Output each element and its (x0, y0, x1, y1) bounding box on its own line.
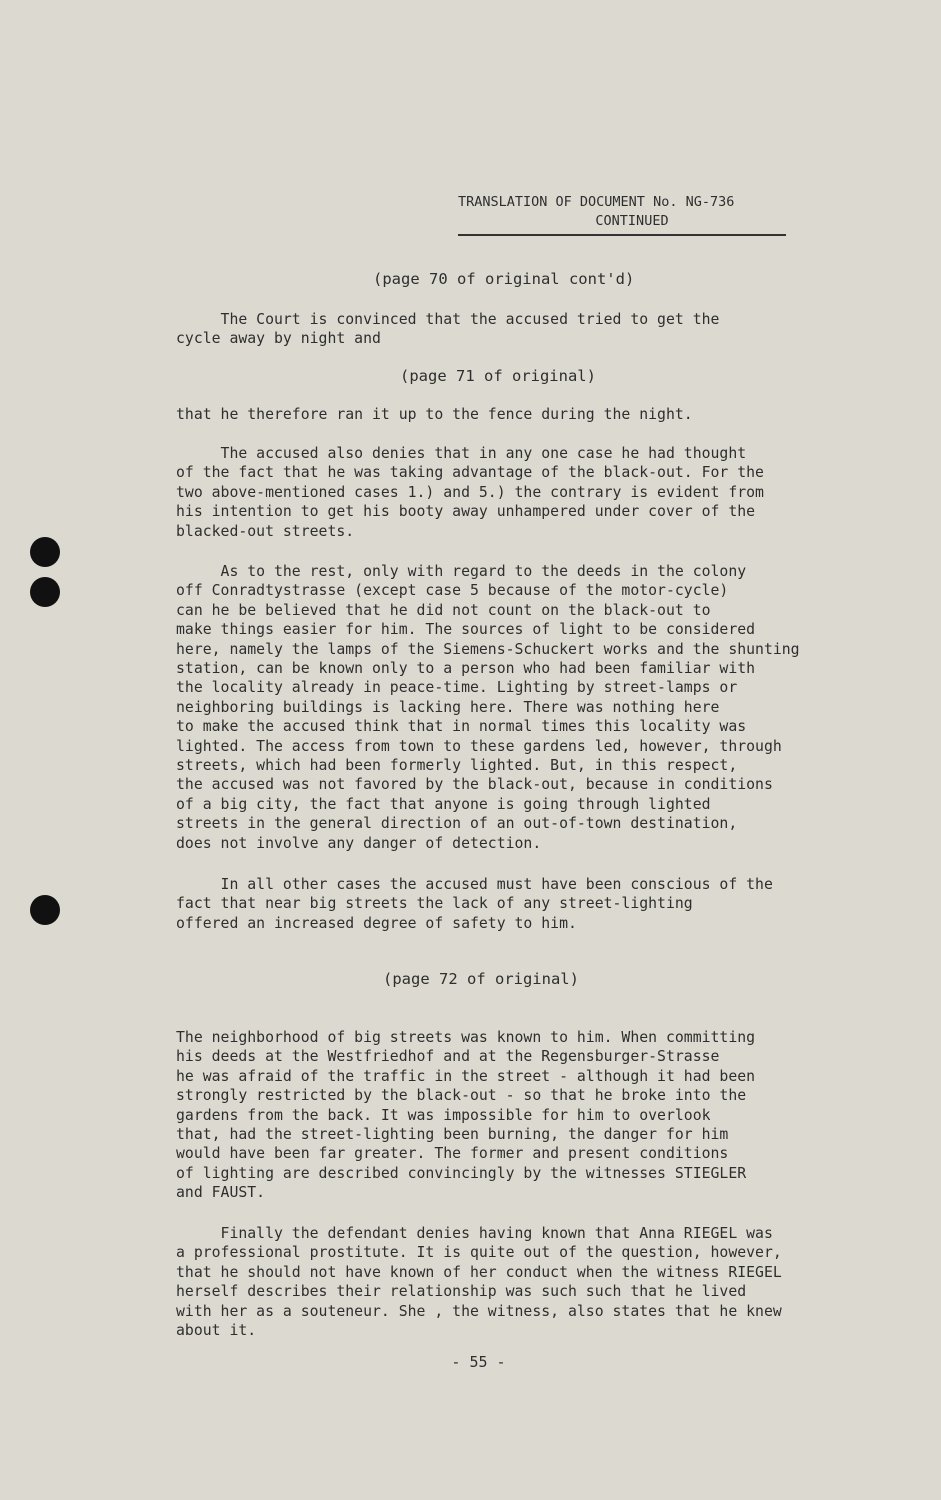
punch-hole-middle (30, 577, 60, 607)
punch-hole-bottom (30, 895, 60, 925)
page-note-72: (page 72 of original) (383, 970, 579, 988)
paragraph-riegel-relationship: Finally the defendant denies having known that Anna RIEGEL was a professional prostitute. It is quite out of the question, however, that he should not have known of her conduct when the witness RIEGEL herself describes their relationship was such such that he lived with her as a souteneur. She , the witness, also states that he knew about it. (176, 1225, 782, 1340)
header-title: TRANSLATION OF DOCUMENT No. NG-736 (458, 194, 735, 210)
paragraph-colony-conradtystrasse: As to the rest, only with regard to the deeds in the colony off Conradtystrasse (except case 5 because of the motor-cycle) can he be believed that he did not count on the black-out to make things easier for him. The sources of light to be considered here, namely the lamps of the Siemens-Schuckert works and the shunting station, can be known only to a person who had been familiar with the locality already in peace-time. Lighting by street-lamps or neighboring buildings is lacking here. There was nothing here to make the accused think that in normal times this locality was lighted. The access from town to these gardens led, however, through streets, which had been formerly lighted. But, in this respect, the accused was not favored by the black-out, because in conditions of a big city, the fact that anyone is going through lighted streets in the general direction of an out-of-town destination, does not involve any danger of detection. (176, 563, 800, 852)
page-note-71: (page 71 of original) (400, 367, 596, 385)
paragraph-fence: that he therefore ran it up to the fence during the night. (176, 406, 693, 423)
page-number: - 55 - (451, 1353, 506, 1371)
paragraph-black-out-denial: The accused also denies that in any one case he had thought of the fact that he was taking advantage of the black-out. For the two above-mentioned cases 1.) and 5.) the contrary is evident from his intention to get his booty away unhampered under cover of the blacked-out streets. (176, 445, 764, 540)
document-header (458, 193, 786, 236)
punch-hole-top (30, 537, 60, 567)
header-underline (458, 234, 786, 236)
header-subtitle: CONTINUED (595, 213, 669, 229)
paragraph-other-cases: In all other cases the accused must have been conscious of the fact that near big streets the lack of any street-lighting offered an increased degree of safety to him. (176, 876, 773, 932)
page-note-70: (page 70 of original cont'd) (373, 270, 635, 288)
paragraph-neighborhood: The neighborhood of big streets was known to him. When committing his deeds at the Westfriedhof and at the Regensburger-Strasse he was afraid of the traffic in the street - although it had been strongly restricted by the black-out - so that he broke into the gardens from the back. It was impossible for him to overlook that, had the street-lighting been burning, the danger for him would have been far greater. The former and present conditions of lighting are described convincingly by the witnesses STIEGLER and FAUST. (176, 1029, 756, 1202)
paragraph-court-convinced: The Court is convinced that the accused tried to get the cycle away by night and (176, 311, 720, 348)
